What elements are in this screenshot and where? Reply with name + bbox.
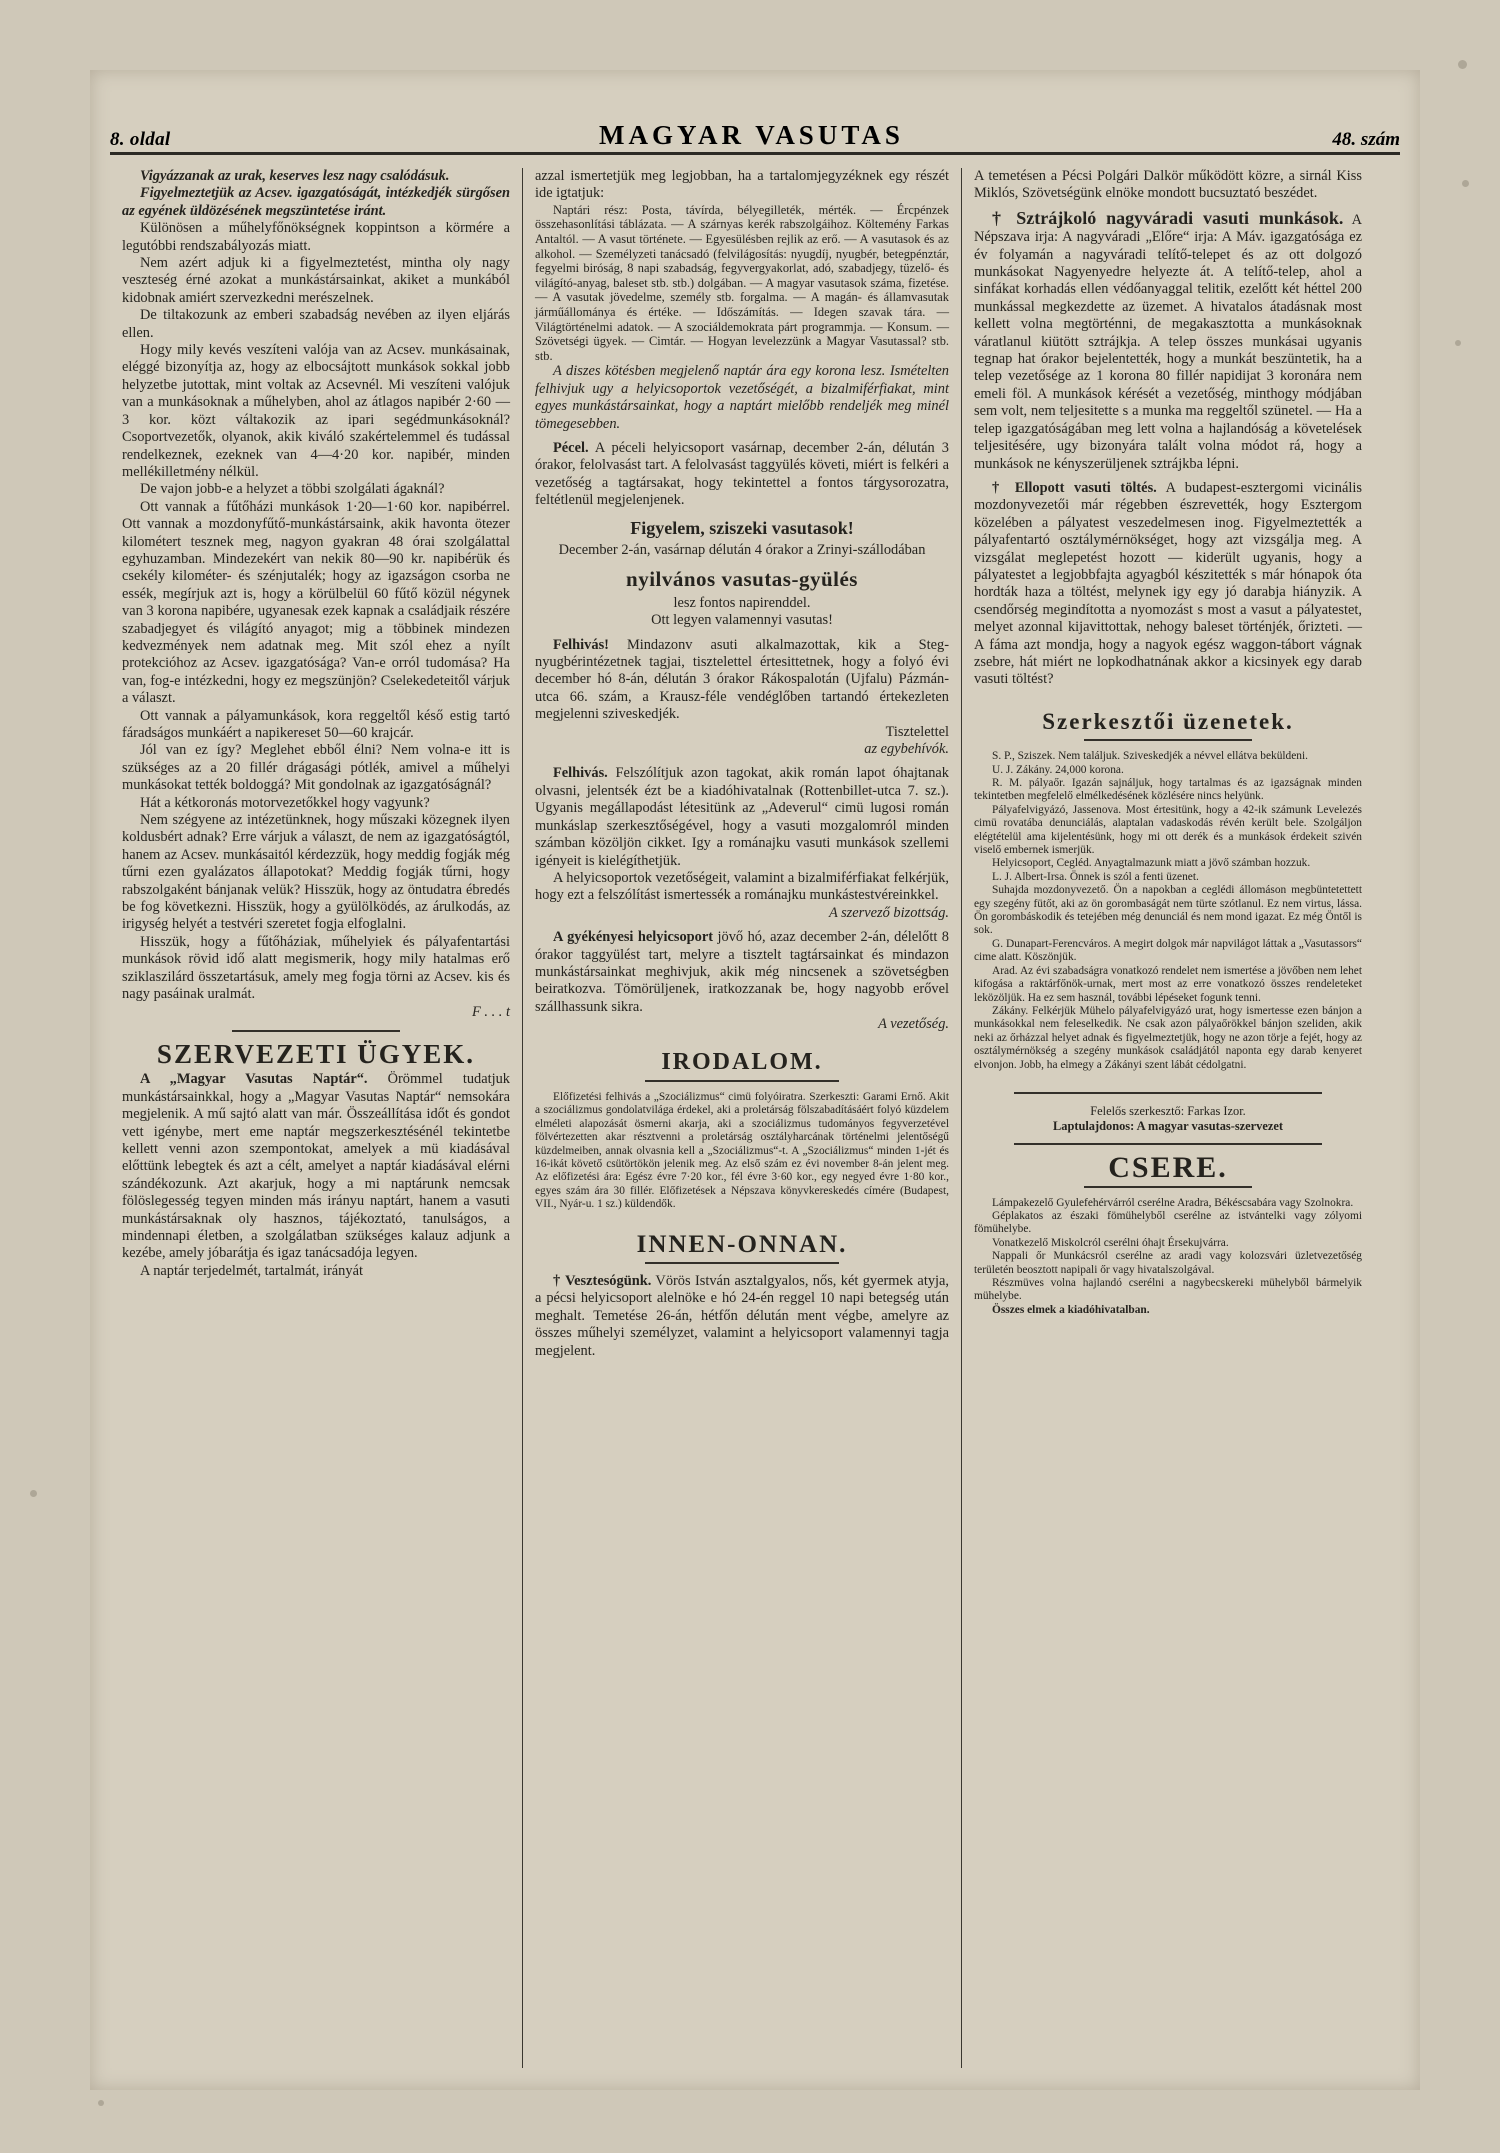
paragraph: A diszes kötésben megjelenő naptár ára egy korona lesz. Ismételten felhivjuk ugy a helyicsoportok vezetőségét, a bizalmiférfiakat, mint egyes munkástársainkat, hogy a naptárt mielőbb rendeljék meg minél tömegesebben. xyxy=(535,363,949,432)
article-columns xyxy=(110,168,1402,2068)
paragraph-body: A Népszava irja: A nagyváradi „Előre“ irja: A Máv. igazgatósága ez év folyamán a nagyváradi telítő-telepet és az ott dolgozó munkásokat Nagyenyedre helyezte át. A telítő-telep, ahol a sinfákat korhadás ellen védőanyaggal telitik, ezelőtt két héttel 200 munkással megkezdette az üzemet. A hivatalos átadásnak most kellett volna megtörténni, de megakasztotta a munkásoknak váratlanul kiütött sztrájkja. A telep összes munkásai ugyanis tegnap hat órakor bejelentették, hogy a munkát beszüntetik, ha a telep vezetősége az 1 korona 80 fillér napidijat 3 koronára nem emeli föl. A munkások kérését a vezetőség, minthogy módjában sem volt, nem teljesitette s a munka ma reggeltől szünetel. — Ha a telep igazgatóságában meg lett volna a hajlandóság a követelések teljesitésére, ugy bizonyára talált volna módot rá, hogy a munkások ne kényszerüljenek sztrájkba lépni. xyxy=(974,211,1362,472)
paragraph: Nem szégyene az intézetünknek, hogy műszaki közegnek ilyen koldusbért adnak? Erre várjuk a választ, de nem az igazgatóságtól, hanem az Acsev. munkásaitól kérdezzük, hogy meddig fogják még tűrni ezen gyalázatos állapotokat? Meddig fogják tűrni, hogy rabszolgaként bánjanak velük? Hisszük, hogy az öntudatra ébredés be fog következni. Hisszük, hogy a gyülölködés, az árulkodás, az irigység helyét a testvéri szeretet fogja elfoglalni. xyxy=(122,812,510,933)
paragraph: Előfizetési felhivás a „Szociálizmus“ cimü folyóiratra. Szerkeszti: Garami Ernő. Akit a szociálizmus gondolatvilága érdekel, aki a proletárság fölszabadításáért folyó küzdelem elméleti alapozását ösmerni akarja, aki a szociálizmus tudományos fegyverzetével fölvértezetten akar résztvenni a proletárság osztályharcának történelmi jelentőségű küzdelmeiben, annak olvasnia kell a „Szociálizmus“-t. A „Szociálizmus“ minden 1-jét és 16-ikát követő csütörtökön jelenik meg. Az első szám ez évi november 8-án jelent meg. Az előfizetési ára: Egész évre 7·20 kor., fél évre 3·60 kor., egy negyed évre 1·80 kor., egyes szám ára 30 fillér. Előfizetések a Népszava könyvkereskedés címére (Budapest, VII., Nyár-u. 1 sz.) küldendők. xyxy=(535,1090,949,1211)
issue-number: 48. szám xyxy=(1332,129,1400,150)
paragraph: Hisszük, hogy a fűtőháziak, műhelyiek és pályafentartási munkások rövid idő alatt megismerik, hogy mily hatalmas erő sziklaszilárd összetartásuk, amely meg fogja törni az Acsev. kis és nagy pasáinak uralmát. xyxy=(122,933,510,1003)
editor-message: R. M. pályaőr. Igazán sajnáljuk, hogy tartalmas és az igazságnak minden tekintetben megfelelő elmélkedésének közlésére nincs helyünk. xyxy=(974,777,1362,803)
exchange-ad: Lámpakezelő Gyulefehérvárról cserélne Aradra, Békéscsabára vagy Szolnokra. xyxy=(992,1196,1354,1209)
editor-message: Helyicsoport, Cegléd. Anyagtalmazunk miatt a jövő számban hozzuk. xyxy=(992,857,1311,870)
paragraph xyxy=(535,440,949,510)
section-heading: Szerkesztői üzenetek. xyxy=(1042,708,1294,734)
page-number-left: 8. oldal xyxy=(110,129,171,150)
divider xyxy=(1084,1186,1252,1188)
exchange-ad: Vonatkezelő Miskolcról cserélni óhajt Érsekujvárra. xyxy=(992,1236,1229,1249)
paragraph: De vajon jobb-e a helyzet a többi szolgálati ágaknál? xyxy=(140,481,445,498)
article-signature: F . . . t xyxy=(472,1003,510,1020)
paragraph: De tiltakozunk az emberi szabadság nevében az ilyen eljárás ellen. xyxy=(122,307,510,341)
paragraph: Nem azért adjuk ki a figyelmeztetést, mintha oly nagy veszteség érné azokat a munkástársainkat, akiket a munkából kidobnak amiért szervezkedni merészelnek. xyxy=(122,255,510,306)
paragraph-lead: A „Magyar Vasutas Naptár“. xyxy=(140,1071,368,1088)
paragraph xyxy=(974,207,1362,473)
publication-title: MAGYAR VASUTAS xyxy=(599,120,904,150)
signature: A vezetőség. xyxy=(878,1016,949,1033)
paragraph xyxy=(535,637,949,724)
divider xyxy=(645,1262,839,1264)
editor-message: U. J. Zákány. 24,000 korona. xyxy=(992,763,1124,776)
paragraph: Ott vannak a fűtőházi munkások 1·20—1·60 kor. napibérrel. Ott vannak a mozdonyfűtő-munkástársaink, akik havonta ötezer kilométert tesznek meg, nagyon gyakran 48 órai szolgálattal egyhuzamban. Mindezekért van nekik 80—90 kr. napibérük és csekély kilométer- és szénjutalék; hogy az igazságon csorba ne essék, megírjuk azt is, hogy a körülbelül 60 fűtő közül négynek van 3 korona napibére, ugyanesak ezek kapnak a családjaik részére szabadjegyet és világító anyagot; mig a többinek mindezen kedvezmények nem adatnak meg. Mit szól ehez a nyílt protekcióhoz az Acsev. igazgatósága? Van-e orról tudomása? Ha van, fog-e intézkedni, hogy ez megszünjön? Cselekedeteitől várjuk a választ. xyxy=(122,498,510,707)
speck xyxy=(98,2100,104,2106)
paragraph: A naptár terjedelmét, tartalmát, irányát xyxy=(140,1262,363,1279)
paragraph: Hát a kétkoronás motorvezetőkkel hogy vagyunk? xyxy=(140,794,430,811)
column-3 xyxy=(962,168,1374,2068)
editor-message: Suhajda mozdonyvezető. Ön a napokban a ceglédi állomáson megbüntetettett egy szegény fütőt, aki az ön gorombaságát nem türte szótlanul. Ez nem virtus, lássa. Ön gorombáskodik és tetejében még denunciál és nem mond igazat. Ez még Öntől is sok. xyxy=(974,884,1362,937)
divider xyxy=(1014,1092,1322,1094)
paragraph-lead: Felhivás! xyxy=(553,636,609,653)
paragraph: December 2-án, vasárnap délután 4 órakor a Zrinyi-szállodában xyxy=(558,542,926,558)
paragraph-lead: † Vesztesógünk. xyxy=(553,1273,652,1290)
editor-message: Zákány. Felkérjük Mühelo pályafelvigyázó urat, hogy ismertesse ezen bánjon a munkásokkal nem feleselkedik. Ne csak azon pályaőrökkel bánjon szeliden, akik neki az őrházzal helyet adnak és figyelmeztetjük, hogy ne azon törje a fejét, hogy az osztálymérnökség a szegény munkások családjától naponta egy darab kenyeret elvonjon. Jobb, ha elmegy a Zákányi szent lábát cédolgatni. xyxy=(974,1004,1362,1071)
paragraph-lead: Pécel. xyxy=(553,439,589,456)
paragraph xyxy=(535,765,949,869)
paragraph-body: A péceli helyicsoport vasárnap, december 2-án, délután 3 órakor, felolvasást tart. A felolvasást taggyülés követi, miért is felkéri a vezetőség a tagtársakat, hogy tekintettel a fontos tárgysorozatra, feltétlenül megjelenjenek. xyxy=(535,439,949,509)
responsible-editor: Felelős szerkesztő: Farkas Izor. xyxy=(1090,1103,1246,1118)
paragraph: Vigyázzanak az urak, keserves lesz nagy csalódásuk. xyxy=(140,168,450,184)
paragraph-lead: Felhivás. xyxy=(553,765,608,782)
speck xyxy=(1462,180,1469,187)
section-heading: SZERVEZETI ÜGYEK. xyxy=(156,1038,476,1069)
section-heading: IRODALOM. xyxy=(661,1048,823,1075)
paragraph-body: Vörös István asztalgyalos, nős, két gyermek atyja, a pécsi helyicsoport alelnöke e hó 24-én reggel 10 napi betegség után meghalt. Temetése 26-án, hétfőn délután ment végbe, amelyre az összes műhelyi személyzet, valamint a helyicsoport valamennyi tagja megjelent. xyxy=(535,1273,949,1359)
divider xyxy=(1014,1143,1322,1145)
header-rule xyxy=(110,152,1400,155)
editor-message: S. P., Sziszek. Nem találjuk. Sziveskedjék a névvel ellátva beküldeni. xyxy=(992,750,1309,763)
exchange-note: Összes elmek a kiadóhivatalban. xyxy=(992,1303,1150,1316)
column-2 xyxy=(522,168,962,2068)
paragraph: Különösen a műhelyfőnökségnek koppintson a körmére a legutóbbi rendszabályozás miatt. xyxy=(122,220,510,254)
paragraph-body: Felszólítjuk azon tagokat, akik román lapot óhajtanak olvasni, jelentsék ézt be a kiadóhivatalnak (Rottenbillet-utca 7. sz.). Ugyanis megállapodást létesitünk az „Adeverul“ cimü lugosi román munkáslap szerkesztőségével, hogy a vasuti mozgalomról minden számban közöljön cikket. Igy a románajku vasuti munkások szellemi igényeit is kielégíthetjük. xyxy=(535,765,949,869)
paragraph: A helyicsoportok vezetőségeit, valamint a bizalmiférfiakat felkérjük, hogy ezt a felszólítást ismertessék a románajku munkástestvéreinkkel. xyxy=(535,869,949,904)
speck xyxy=(1455,340,1461,346)
meeting-heading: nyilvános vasutas-gyülés xyxy=(626,567,858,592)
paragraph xyxy=(974,480,1362,689)
paragraph-body: jövő hó, azaz december 2-án, délelőtt 8 órakor taggyülést tart, melyre a tisztelt tagtársainkat és mindazon munkástársainkat meghivjuk, akik még nincsenek a szövetségben beiratkozva. Tömörüljenek, iratkozzanak be, hogy nagyobb erővel szállhassunk sikra. xyxy=(535,929,949,1015)
paragraph-body: Mindazonv asuti alkalmazottak, kik a Steg-nyugbérintézetnek tagjai, tisztelettel értesittetnek, hogy a folyó évi december hó 8-án, délután 3 órakor Rákospalotán (Ujfalu) Pázmán-utca 66. szám, a Krausz-féle vendéglőben tartandó értekezleten megjelenni sziveskedjék. xyxy=(535,636,949,723)
speck xyxy=(30,1490,37,1497)
notice-heading: Figyelem, sziszeki vasutasok! xyxy=(630,517,854,538)
paragraph xyxy=(122,1071,510,1262)
paragraph: Naptári rész: Posta, távírda, bélyegilleték, mérték. — Ércpénzek összehasonlítási táblázata. — A szárnyas kerék rabszolgáihoz. Költemény Farkas Antaltól. — A vasut története. — Egyesülésben rejlik az erő. — A vasutasok és az alkohol. — Személyzeti tanácsadó (felvilágosítás: nyugdíj, nyugbér, betegpénztár, fegyelmi biróság, 8 napi szabadság, fegyvergyakorlat, adó, szabadjegy, tüzelő- és világító-anyag, baleset stb. stb.) dolgában. — A magyar vasutasok száma, fizetése. — A vasutak jövedelme, személy stb. forgalma. — A magán- és államvasutak járműállománya és értéke. — Időszámítás. — Idegen szavak tára. — Világtörténelmi adatok. — A szociáldemokrata párt programmja. — Konsum. — Szövetségi ügyek. — Cimtár. — Hogyan levelezzünk a Magyar Vasutassal? stb. stb. xyxy=(535,202,949,363)
divider xyxy=(232,1030,400,1032)
paragraph: azzal ismertetjük meg legjobban, ha a tartalomjegyzéknek egy részét ide igtatjuk: xyxy=(535,168,949,202)
paragraph xyxy=(535,1273,949,1360)
exchange-ad: Nappali őr Munkácsról cserélne az aradi vagy kolozsvári üzletvezetőség területén beosztott napipali őr vagy hivatalszolgával. xyxy=(974,1250,1362,1276)
editor-message: G. Dunapart-Ferencváros. A megirt dolgok már napvilágot láttak a „Vasutassors“ cime alatt. Köszönjük. xyxy=(974,937,1362,964)
section-heading: CSERE. xyxy=(1108,1151,1228,1185)
signature: az egybehívók. xyxy=(864,741,949,758)
paragraph: Jól van ez így? Meglehet ebből élni? Nem volna-e itt is szükséges az a 20 fillér drágasági pótlék, amivel a műhelyi munkásokat tették boldoggá? Mit gondolnak az igazgatóságnál? xyxy=(122,742,510,794)
publisher: Laptulajdonos: A magyar vasutas-szervezet xyxy=(1052,1118,1284,1133)
signature: A szervező bizottság. xyxy=(828,904,949,921)
editor-message: L. J. Albert-Irsa. Önnek is szól a fenti üzenet. xyxy=(992,870,1199,883)
paragraph: A temetésen a Pécsi Polgári Dalkör működött közre, a sirnál Kiss Miklós, Szövetségünk elnöke mondott bucsuztató beszédet. xyxy=(974,168,1362,202)
paragraph: Ott legyen valamennyi vasutas! xyxy=(651,612,833,629)
exchange-ad: Géplakatos az északi fömühelyből cserélne az istvántelki vagy zólyomi fömühelybe. xyxy=(974,1209,1362,1236)
paragraph-lead: A gyékényesi helyicsoport xyxy=(553,929,714,946)
divider xyxy=(1084,739,1252,741)
editor-message: Pályafelvigyázó, Jassenova. Most értesitünk, hogy a 42-ik számunk Levelezés cimü rovatába denunciálás, alaptalan vadaskodás révén került bele. Szolgáljon elégtételül ama kijelentésünk, hogy mi ott derék és a munkások érdekeit szivén viselő embernek ismerjük. xyxy=(974,803,1362,857)
editor-message: Arad. Az évi szabadságra vonatkozó rendelet nem ismertése a jövőben nem lehet kifogása a raktárfőnök-urnak, mert most az erre vonatkozó összes rendeleteket leközöljük. Ha ez sem használ, további lépéseket fogunk tenni. xyxy=(974,964,1362,1004)
paragraph xyxy=(535,929,949,1016)
paragraph-lead: † Sztrájkoló nagyváradi vasuti munkások. xyxy=(992,207,1344,228)
paragraph: Ott vannak a pályamunkások, kora reggeltől késő estig tartó fáradságos munkáért a napikereset 50—60 krajcár. xyxy=(122,707,510,741)
speck xyxy=(1458,60,1467,69)
paragraph-body: A budapest-esztergomi vicinális mozdonyvezetői már régebben észrevették, hogy Esztergom közelében a pályatest veszedelmesen inog. Figyelmeztették a pályafentartó osztálymérnökséget, hogy azt vizsgálja meg. A vizsgálat meglepetést hozott — kiderült ugyanis, hogy a pályatestet a legjobbfajta agyagból készitették s már hónapok óta hordták haza a töltést, melynek igy egy jó darabja hiányzik. A csendőrség megindította a nyomozást s most a vasut a pályatestet, melyet azonnal kijavittottak, nehogy baleset történjék, őrizteti. — A fáma azt mondja, hogy a nagyok egész waggon-tábort vágnak zsebre, hát miért ne lopkodhatnának akkor a kicsinyek egy darab vasuti töltést? xyxy=(974,479,1362,688)
exchange-ad: Részmüves volna hajlandó cserélni a nagybecskereki mühelyből bármelyik mühelybe. xyxy=(974,1276,1362,1303)
divider xyxy=(645,1080,839,1082)
signature: Tisztelettel xyxy=(885,723,949,740)
column-1 xyxy=(110,168,522,2068)
paragraph: Figyelmeztetjük az Acsev. igazgatóságát, intézkedjék sürgősen az egyének üldözésének megszüntetése iránt. xyxy=(122,185,510,219)
page-header xyxy=(110,120,1400,151)
section-heading: INNEN-ONNAN. xyxy=(636,1230,848,1258)
paragraph-body: Örömmel tudatjuk munkástársainkkal, hogy a „Magyar Vasutas Naptár“ nemsokára megjelenik. A mű sajtó alatt van már. Összeállítása időt és gondot vett igénybe, mert eme naptár megszerkesztésénél tekintetbe kellett venni azon szempontokat, amelyek a mü kiadásával előttünk lebegtek és azt a célt, amelyet a naptár kiadásával elérni szándékozunk. Azt akarjuk, hogy a mi naptárunk nemcsak fölöslegesség tegyen minden más irányu naptárt, hanem a vasuti munkástársaknak oly hasznos, tájékoztató, tanulságos, a mindennapi életben, a szolgálatban szükséges kalauz adjunk a kezébe, amely jóbarátja és igaz tanácsadója legyen. xyxy=(122,1071,510,1262)
paragraph: Hogy mily kevés veszíteni valója van az Acsev. munkásainak, eléggé bizonyítja az, hogy az elbocsájtott munkások sokkal jobb helyzetbe jutottak, mint voltak az Acsevnél. Mi veszíteni valójuk van a munkásoknak a műhelyben, ahol az átlagos napibér 2·60 — 3 kor. közt váltakozik az ipari segédmunkásoknál? Csoportvezetők, olyanok, akik kiváló szakértelemmel és tudással rendelkeznek, ezeknek van 4—4·20 kor. napibér, minden mellékilletmény nélkül. xyxy=(122,342,510,480)
paragraph: lesz fontos napirenddel. xyxy=(673,594,811,611)
paragraph-lead: † Ellopott vasuti töltés. xyxy=(992,479,1157,496)
